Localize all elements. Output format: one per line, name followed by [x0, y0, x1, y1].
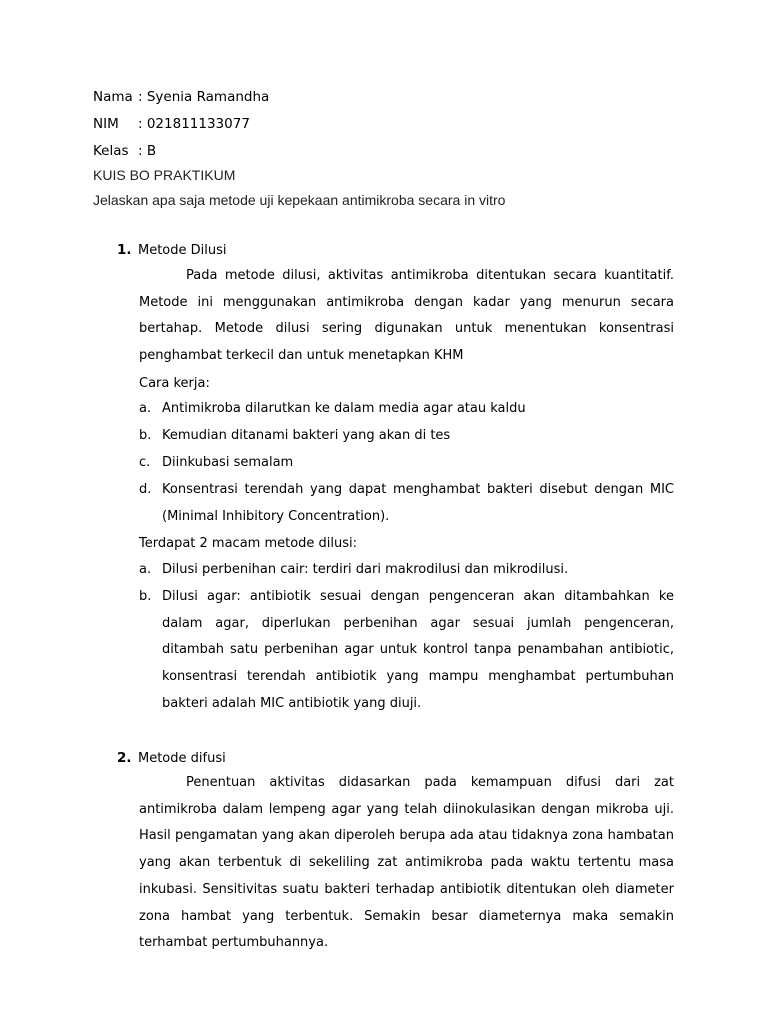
name-value: : Syenia Ramandha	[138, 89, 270, 105]
section2-title: Metode difusi	[138, 751, 226, 766]
name-label: Nama	[93, 89, 133, 105]
step-item: b. Kemudian ditanami bakteri yang akan di tes	[139, 428, 451, 443]
section1-intro: Pada metode dilusi, aktivitas antimikroba ditentukan secara kuantitatif. Metode ini menggunakan antimikroba dengan kadar yang menurun secara bertahap. Metode dilusi sering digunakan untuk menentukan konsentrasi penghambat terkecil dan untuk menetapkan KHM	[139, 268, 674, 364]
section1-number: 1.	[117, 242, 132, 258]
types-label: Terdapat 2 macam metode dilusi:	[139, 536, 358, 551]
section1-heading	[117, 242, 677, 258]
nim-value: : 021811133077	[138, 116, 250, 132]
section1-title: Metode Dilusi	[138, 243, 227, 258]
class-row	[93, 143, 156, 159]
step-item: a. Antimikroba dilarutkan ke dalam media agar atau kaldu	[139, 401, 526, 416]
section2-text: Penentuan aktivitas didasarkan pada kemampuan difusi dari zat antimikroba dalam lempeng agar yang telah diinokulasikan dengan mikroba uji. Hasil pengamatan yang akan diperoleh berupa ada atau tidaknya zona hambatan yang akan terbentuk di sekeliling zat antimikroba pada waktu tertentu masa inkubasi. Sensitivitas suatu bakteri terhadap antibiotik ditentukan oleh diameter zona hambat yang terbentuk. Semakin besar diameternya maka semakin terhambat pertumbuhannya.	[139, 775, 674, 951]
question-text: Jelaskan apa saja metode uji kepekaan antimikroba secara in vitro	[93, 192, 506, 208]
step-item: d. Konsentrasi terendah yang dapat menghambat bakteri disebut dengan MIC (Minimal Inhibitory Concentration).	[139, 482, 674, 524]
type-item: b. Dilusi agar: antibiotik sesuai dengan pengenceran akan ditambahkan ke dalam agar, diperlukan perbenihan agar sesuai jumlah pengenceran, ditambah satu perbenihan agar untuk kontrol tanpa penambahan antibiotic, konsentrasi terendah antibiotik yang mampu menghambat pertumbuhan bakteri adalah MIC antibiotik yang diuji.	[139, 589, 674, 711]
name-row	[93, 89, 269, 105]
type-item: a. Dilusi perbenihan cair: terdiri dari makrodilusi dan mikrodilusi.	[139, 562, 569, 577]
step-item: c. Diinkubasi semalam	[139, 455, 294, 470]
nim-row	[93, 116, 250, 132]
class-label: Kelas	[93, 143, 129, 159]
section2-heading	[117, 750, 677, 766]
quiz-title: KUIS BO PRAKTIKUM	[93, 167, 236, 183]
class-value: : B	[138, 143, 157, 159]
section2-number: 2.	[117, 750, 132, 766]
steps-label: Cara kerja:	[139, 376, 210, 391]
nim-label: NIM	[93, 116, 119, 132]
